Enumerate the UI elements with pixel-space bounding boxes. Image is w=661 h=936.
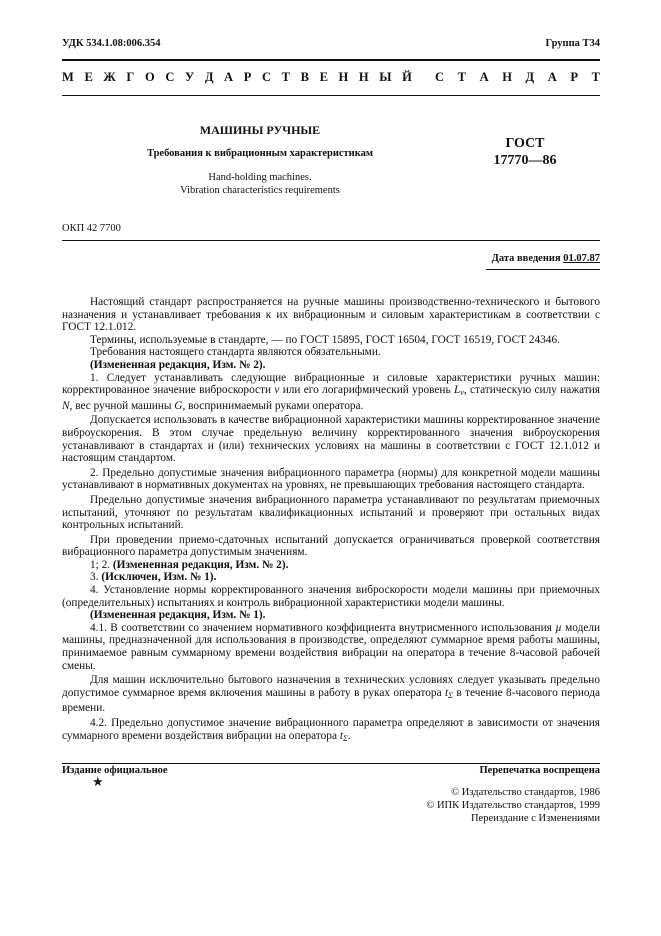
banner-left-letter: Ы xyxy=(379,69,392,84)
paragraph-mandatory: Требования настоящего стандарта являются обязательными. xyxy=(90,346,381,359)
footer-rule xyxy=(62,763,600,764)
udk-code: УДК 534.1.08:006.354 xyxy=(62,38,161,49)
introduction-date xyxy=(492,253,600,264)
banner-left-letter: Е xyxy=(319,69,328,84)
copyright-1999: © ИПК Издательство стандартов, 1999 xyxy=(426,800,600,811)
banner-left-letter: С xyxy=(165,69,175,84)
paragraph-2: 2. Предельно допустимые значения вибрационного параметра (нормы) для конкретной модели машины устанавливают в нормативных документах на уровнях, не превышающих требования настоящего стандарта. xyxy=(62,466,600,492)
banner-right-letter: Т xyxy=(457,69,466,84)
english-title-line1: Hand-holding machines. xyxy=(208,172,312,183)
document-subtitle: Требования к вибрационным характеристикам xyxy=(146,148,374,159)
document-title: МАШИНЫ РУЧНЫЕ xyxy=(199,123,321,137)
banner-left-letter: Т xyxy=(281,69,290,84)
banner-rule xyxy=(62,95,600,96)
paragraph-acceleration: Допускается использовать в качестве вибрационной характеристики машины корректированное значение виброускорения. В этом случае предельную величину корректированного значения виброускорения устанавливают в стандартах и (или) технических условиях на машины в соответствии с ГОСТ 12.1.012 и настоящим стандартом. xyxy=(62,414,600,465)
banner-left-letter: Е xyxy=(84,69,93,84)
banner-right-letter: А xyxy=(479,69,489,84)
banner-left-letter: Г xyxy=(126,69,135,84)
banner-left-letter: А xyxy=(224,69,234,84)
banner-right-letter: Р xyxy=(570,69,578,84)
paragraph-terms: Термины, используемые в стандарте, — по ГОСТ 15895, ГОСТ 16504, ГОСТ 16519, ГОСТ 24346. xyxy=(90,333,560,346)
paragraph-1: 1. Следует устанавливать следующие вибрационные и силовые характеристики ручных машин: корректированное значение виброскорости v или его логарифмический уровень $L_v$, статическую силу нажатия N, вес ручной машины G, воспринимаемый руками оператора. xyxy=(62,371,600,412)
reprint-prohibited: Перепечатка воспрещена xyxy=(479,765,600,776)
date-underline xyxy=(486,269,600,270)
change-note-2: (Измененная редакция, Изм. № 2). xyxy=(90,358,266,371)
banner-left-letter: Й xyxy=(402,69,412,84)
change-note-1-2: 1; 2. (Измененная редакция, Изм. № 2). xyxy=(90,558,289,571)
paragraph-acceptance: При проведении приемо-сдаточных испытаний допускается ограничиваться проверкой соответствия вибрационного параметра допустимым значениям. xyxy=(62,533,600,559)
paragraph-4-2: 4.2. Предельно допустимое значение вибрационного параметра определяют в зависимости от значения суммарного времени воздействия вибрации на оператора $t_\Sigma$. xyxy=(62,717,600,743)
banner-left-letter: Д xyxy=(204,69,214,84)
change-note-3: 3. (Исключен, Изм. № 1). xyxy=(90,571,217,584)
copyright-1986: © Издательство стандартов, 1986 xyxy=(451,787,600,798)
english-title-line2: Vibration characteristics requirements xyxy=(180,185,340,196)
banner-right-letter: А xyxy=(547,69,557,84)
banner-left-letter: С xyxy=(261,69,271,84)
banner-left-letter: Р xyxy=(243,69,252,84)
change-note-4: (Измененная редакция, Изм. № 1). xyxy=(90,609,266,622)
paragraph-scope: Настоящий стандарт распространяется на ручные машины производственно-технического и бытового назначения и устанавливает требования к их вибрационным и силовым характеристикам в соответствии с ГОСТ 12.1.012. xyxy=(62,296,600,334)
title-rule xyxy=(62,240,600,241)
banner-interstate xyxy=(62,70,412,85)
banner-standard xyxy=(435,70,600,85)
banner-left-letter: О xyxy=(144,69,155,84)
banner-left-letter: М xyxy=(62,69,74,84)
okp-code: ОКП 42 7700 xyxy=(62,223,121,234)
banner-right-letter: Д xyxy=(525,69,535,84)
paragraph-4-1: 4.1. В соответствии со значением нормативного коэффициента внутрисменного использования µ модели машины, предназначенной для использования в производстве, определяют суммарное время работы машины, принимаемое равным суммарному времени воздействия вибрации на оператора в течение 8-часовой рабочей смены. xyxy=(62,621,601,672)
banner-left-letter: У xyxy=(185,69,195,84)
standard-banner xyxy=(62,67,600,87)
paragraph-limits: Предельно допустимые значения вибрационного параметра устанавливают по результатам приемочных испытаний, уточняют по результатам квалификационных испытаний и проверяют при остальных видах контрольных испытаний. xyxy=(62,493,600,532)
banner-right-letter: Т xyxy=(591,69,600,84)
gost-number: 17770—86 xyxy=(493,153,557,168)
top-rule xyxy=(62,59,600,61)
introduction-date-label: Дата введения xyxy=(491,253,561,264)
introduction-date-value: 01.07.87 xyxy=(563,253,600,264)
document-body xyxy=(62,296,601,745)
official-edition: Издание официальное xyxy=(62,765,168,776)
banner-left-letter: В xyxy=(300,69,309,84)
paragraph-household: Для машин исключительно бытового назначения в технических условиях следует указывать предельно допустимое суммарное время включения машины в работу в руках оператора $t_\Sigma$ в течение 8-часового периода времени. xyxy=(62,674,600,715)
banner-right-letter: С xyxy=(435,69,445,84)
group-code: Группа Т34 xyxy=(545,38,600,49)
banner-left-letter: Н xyxy=(338,69,349,84)
gost-label: ГОСТ xyxy=(505,136,545,151)
banner-left-letter: Н xyxy=(358,69,369,84)
reissue-note: Переиздание с Изменениями xyxy=(470,813,600,824)
paragraph-4: 4. Установление нормы корректированного значения виброскорости модели машины при приемочных (определительных) испытаниях и контроль вибрационной характеристики модели машины. xyxy=(62,584,600,609)
star-icon: ★ xyxy=(92,774,104,789)
banner-left-letter: Ж xyxy=(103,69,116,84)
banner-right-letter: Н xyxy=(502,69,512,84)
